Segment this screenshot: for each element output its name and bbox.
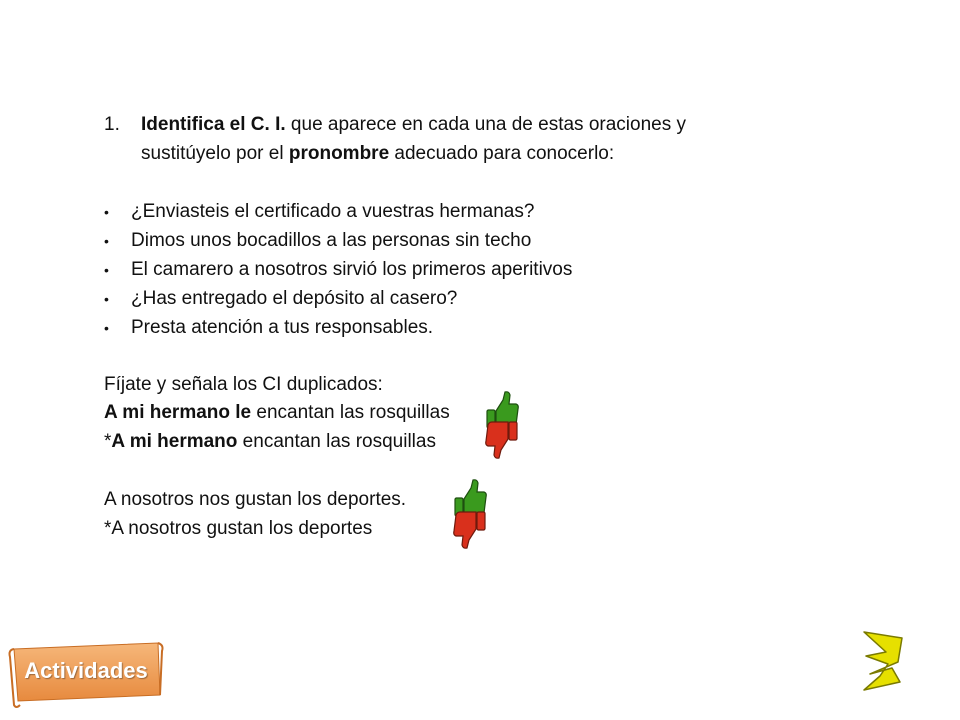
exercise-line2-bold: pronombre — [288, 143, 390, 164]
duplicate-example-bold: A mi hermano — [111, 431, 238, 452]
duplicate-example-rest: encantan las rosquillas — [237, 431, 436, 452]
example-incorrect: *A nosotros gustan los deportes — [104, 518, 373, 539]
list-item — [104, 257, 572, 283]
exercise-line-1 — [141, 112, 686, 138]
thumbs-down-icon — [453, 510, 487, 550]
exercise-bold: Identifica el C. I. — [141, 114, 286, 135]
bullet-marker: • — [104, 320, 109, 336]
thumbs-down-icon — [485, 420, 519, 460]
sentence-text: Presta atención a tus responsables. — [131, 317, 434, 338]
sentence-text: El camarero a nosotros sirvió los primeros aperitivos — [131, 259, 573, 280]
bullet-marker: • — [104, 233, 109, 249]
next-arrow-icon[interactable] — [858, 628, 908, 694]
sentence-text: ¿Enviasteis el certificado a vuestras hermanas? — [131, 201, 535, 222]
example-correct: A nosotros nos gustan los deportes. — [104, 489, 407, 510]
bullet-marker: • — [104, 262, 109, 278]
sentence-text: ¿Has entregado el depósito al casero? — [131, 288, 458, 309]
list-item — [104, 199, 534, 225]
duplicate-example-rest: encantan las rosquillas — [251, 402, 450, 423]
exercise-number: 1. — [104, 114, 120, 135]
sentence-text: Dimos unos bocadillos a las personas sin techo — [131, 230, 532, 251]
exercise-line2-end: adecuado para conocerlo: — [389, 143, 615, 164]
activities-button[interactable]: Actividades — [24, 658, 148, 683]
list-item — [104, 228, 531, 254]
list-item — [104, 315, 433, 341]
exercise-rest: que aparece en cada una de estas oraciones y — [285, 114, 686, 135]
asterisk-marker: * — [104, 431, 112, 452]
list-item — [104, 286, 457, 312]
duplicates-intro: Fíjate y señala los CI duplicados: — [104, 374, 383, 395]
duplicate-example-correct — [104, 400, 450, 426]
bullet-marker: • — [104, 291, 109, 307]
duplicate-example-incorrect — [104, 429, 436, 455]
duplicate-example-bold: A mi hermano le — [104, 402, 252, 423]
exercise-line-2 — [141, 141, 614, 167]
exercise-line2-start: sustitúyelo por el — [141, 143, 289, 164]
bullet-marker: • — [104, 204, 109, 220]
